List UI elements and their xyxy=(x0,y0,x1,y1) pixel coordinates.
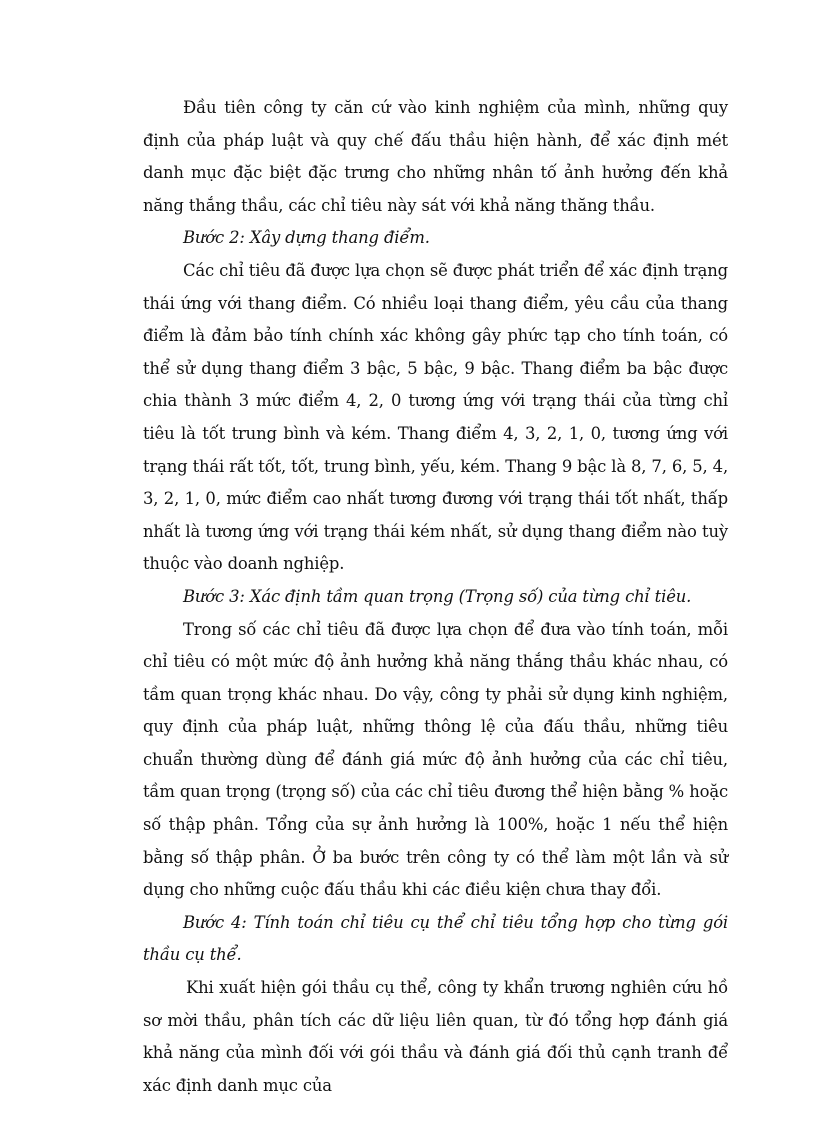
paragraph-step-3: Trong số các chỉ tiêu đã được lựa chọn để đưa vào tính toán, mỗi chỉ tiêu có một mức độ ảnh hưởng khả năng thắng thầu khác nhau, có tầm quan trọng khác nhau. Do vậy, công ty phải sử dụng kinh nghiệm, quy định của pháp luật, những thông lệ của đấu thầu, những tiêu chuẩn thường dùng để đánh giá mức độ ảnh hưởng của các chỉ tiêu, tầm quan trọng (trọng số) của các chỉ tiêu đương thể hiện bằng % hoặc số thập phân. Tổng của sự ảnh hưởng là 100%, hoặc 1 nếu thể hiện bằng số thập phân. Ở ba bước trên công ty có thể làm một lần và sử dụng cho những cuộc đấu thầu khi các điều kiện chưa thay đổi. xyxy=(143,619,728,900)
document-body xyxy=(143,92,728,1102)
paragraph-step-4: Khi xuất hiện gói thầu cụ thể, công ty khẩn trương nghiên cứu hồ sơ mời thầu, phân tích các dữ liệu liên quan, từ đó tổng hợp đánh giá khả năng của mình đối với gói thầu và đánh giá đối thủ cạnh tranh để xác định danh mục của xyxy=(143,978,728,1095)
paragraph-step-2: Các chỉ tiêu đã được lựa chọn sẽ được phát triển để xác định trạng thái ứng với thang điểm. Có nhiều loại thang điểm, yêu cầu của thang điểm là đảm bảo tính chính xác không gây phức tạp cho tính toán, có thể sử dụng thang điểm 3 bậc, 5 bậc, 9 bậc. Thang điểm ba bậc được chia thành 3 mức điểm 4, 2, 0 tương ứng với trạng thái của từng chỉ tiêu là tốt trung bình và kém. Thang điểm 4, 3, 2, 1, 0, tương ứng với trạng thái rất tốt, tốt, trung bình, yếu, kém. Thang 9 bậc là 8, 7, 6, 5, 4, 3, 2, 1, 0, mức điểm cao nhất tương đương với trạng thái tốt nhất, thấp nhất là tương ứng với trạng thái kém nhất, sử dụng thang điểm nào tuỳ thuộc vào doanh nghiệp. xyxy=(143,260,728,574)
step-2-heading: Bước 2: Xây dựng thang điểm. xyxy=(183,228,430,248)
step-4-heading: Bước 4: Tính toán chỉ tiêu cụ thể chỉ tiêu tổng hợp cho từng gói thầu cụ thể. xyxy=(143,912,728,965)
step-3-heading: Bước 3: Xác định tầm quan trọng (Trọng số) của từng chỉ tiêu. xyxy=(183,586,692,606)
paragraph-intro: Đầu tiên công ty căn cứ vào kinh nghiệm của mình, những quy định của pháp luật và quy chế đấu thầu hiện hành, để xác định mét danh mục đặc biệt đặc trưng cho những nhân tố ảnh hưởng đến khả năng thắng thầu, các chỉ tiêu này sát với khả năng thăng thầu. xyxy=(143,98,728,215)
